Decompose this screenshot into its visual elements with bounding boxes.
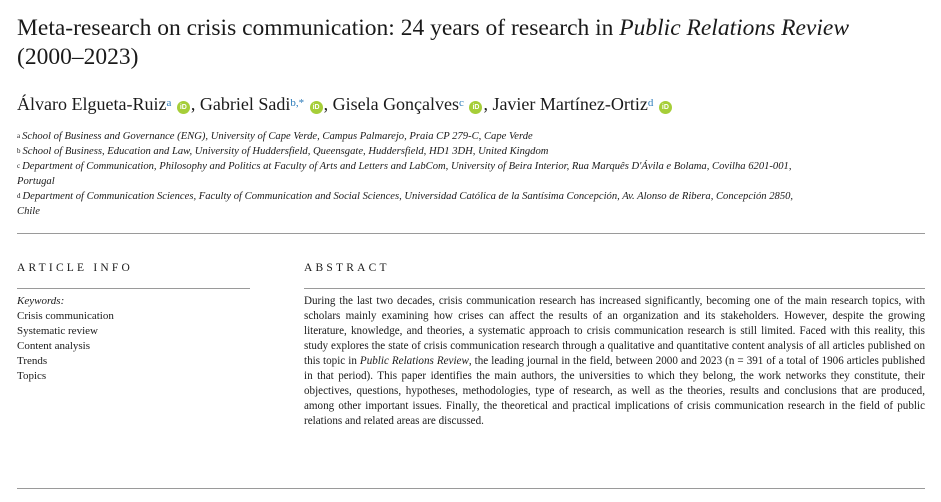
author-name[interactable]: Gabriel Sadi [199, 94, 291, 114]
keyword: Trends [17, 355, 48, 367]
affiliation [17, 189, 817, 219]
orcid-icon[interactable]: iD [469, 101, 482, 114]
affiliation-sup: c [17, 162, 21, 170]
author-name[interactable]: Gisela Gonçalves [332, 94, 460, 114]
abstract-journal: Public Relations Review [359, 355, 469, 368]
orcid-icon[interactable]: iD [310, 101, 323, 114]
affiliation-text: Department of Communication, Philosophy and Politics at Faculty of Arts and Letters and LabCom, University of Beira Interior, Rua Marquês D'Ávila e Bolama, Covilha 6201-001, Portugal [17, 161, 792, 187]
keyword: Content analysis [17, 340, 91, 352]
affiliation [17, 144, 817, 159]
author-name[interactable]: Javier Martínez-Ortiz [492, 94, 648, 114]
orcid-icon[interactable]: iD [177, 101, 190, 114]
author-list: Álvaro Elgueta-Ruiz$^a$ iD , Gabriel Sadi$^{b,*}$ iD , Gisela Gonçalves$^c$ iD , Javier Martínez-Ortiz$^d$ iD [17, 92, 673, 116]
affiliation-sup: d [17, 192, 21, 200]
affiliation [17, 129, 817, 144]
title-journal: Public Relations Review [619, 15, 849, 41]
orcid-icon[interactable]: iD [659, 101, 672, 114]
abstract-body-cont: , the leading journal in the field, between 2000 and 2023 (n = 391 of a total of 1906 articles published in that period). This paper identifies the main authors, the universities to which they belong, the work networks they constitute, their objectives, questions, hypotheses, methodologies, type of research, as well as the theories, results and conclusions that are produced, among other important issues. Finally, the theoretical and practical implications of crisis communication research in the field of public relations and related areas are discussed. [304, 355, 925, 428]
article-title [17, 14, 917, 72]
keyword: Topics [17, 370, 47, 382]
abstract-heading: ABSTRACT [304, 262, 390, 274]
affiliation [17, 159, 817, 189]
affiliation-sup: a [17, 132, 21, 140]
affiliation-list [17, 129, 817, 219]
abstract-divider [304, 288, 925, 289]
affiliation-text: Department of Communication Sciences, Faculty of Communication and Social Sciences, Universidad Católica de la Santísima Concepción, Av. Alonso de Ribera, Concepción 2850, Chile [17, 191, 794, 217]
abstract-body: During the last two decades, crisis communication research has increased significantly, becoming one of the main research topics, with scholars mainly examining how crises can affect the results of an organization and its stakeholders. However, despite the growing literature, knowledge, and theories, a systematic approach to crisis communication research is still limited. Faced with this reality, this study explores the state of crisis communication research through a qualitative and quantitative content analysis of all articles published on this topic in [304, 295, 925, 368]
footer-divider [17, 488, 925, 489]
header-divider [17, 233, 925, 234]
keyword: Systematic review [17, 325, 98, 337]
affiliation-text: School of Business and Governance (ENG), University of Cape Verde, Campus Palmarejo, Praia CP 279-C, Cape Verde [22, 131, 533, 142]
keywords-label: Keywords: [17, 295, 65, 307]
author-affil-sup[interactable]: a [166, 97, 172, 109]
title-text: Meta-research on crisis communication: 24 years of research in [17, 15, 620, 41]
article-info-heading: ARTICLE INFO [17, 262, 133, 274]
author-affil-sup[interactable]: c [459, 97, 464, 109]
abstract-text [304, 294, 925, 429]
keywords-block [17, 294, 114, 384]
author-affil-sup[interactable]: d [647, 97, 654, 109]
author-name[interactable]: Álvaro Elgueta-Ruiz [17, 94, 167, 114]
keyword: Crisis communication [17, 310, 114, 322]
affiliation-text: School of Business, Education and Law, University of Huddersfield, Queensgate, Huddersfield, HD1 3DH, United Kingdom [22, 146, 549, 157]
title-years: (2000–2023) [17, 44, 139, 70]
affiliation-sup: b [17, 147, 21, 155]
article-info-divider [17, 288, 250, 289]
author-affil-sup[interactable]: b,* [290, 97, 305, 109]
